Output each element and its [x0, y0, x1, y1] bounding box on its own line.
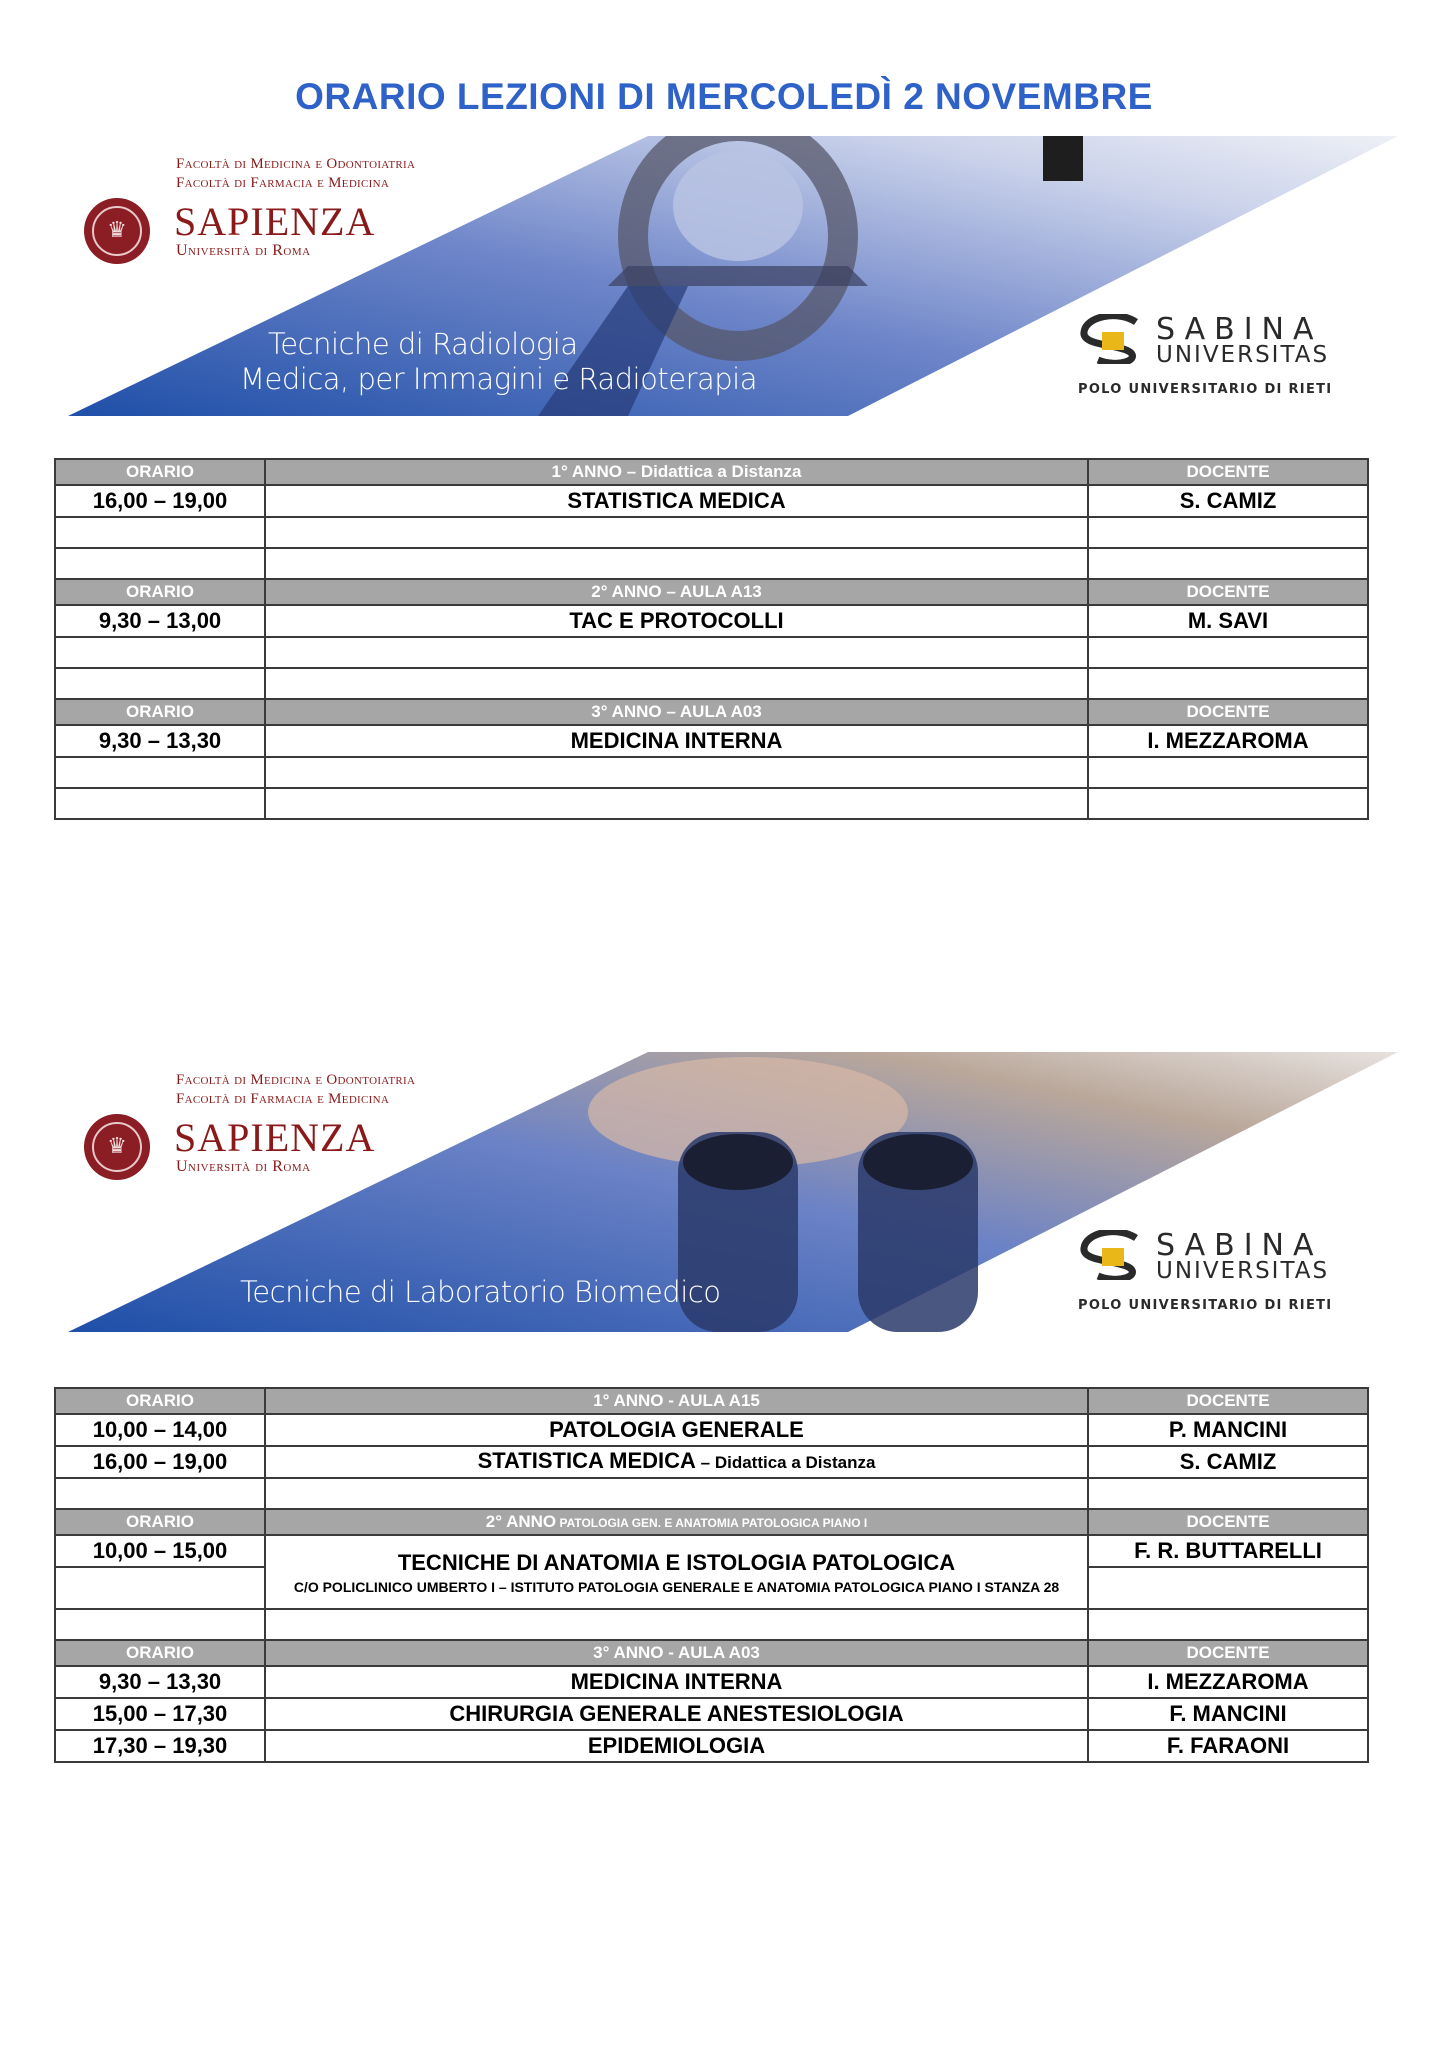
subject-cell: STATISTICA MEDICA: [265, 485, 1088, 517]
teacher-cell: F. FARAONI: [1088, 1730, 1368, 1762]
course-title-line-1: Tecniche di Radiologia: [268, 327, 578, 361]
table-row: [55, 485, 1368, 517]
table-row: [55, 1698, 1368, 1730]
sabina-book-icon: [1078, 314, 1144, 364]
universitas-word: UNIVERSITAS: [1156, 1258, 1330, 1284]
table-header-row: [55, 579, 1368, 605]
table-header-row: [55, 459, 1368, 485]
header-time: ORARIO: [55, 579, 265, 605]
teacher-cell: I. MEZZAROMA: [1088, 725, 1368, 757]
header-year: 1° ANNO - AULA A15: [265, 1388, 1088, 1414]
teacher-cell: I. MEZZAROMA: [1088, 1666, 1368, 1698]
subject-text: TECNICHE DI ANATOMIA E ISTOLOGIA PATOLOGICA: [397, 1550, 956, 1575]
empty-row: [55, 517, 1368, 548]
table-row: [55, 605, 1368, 637]
header-teacher: DOCENTE: [1088, 699, 1368, 725]
faculty-line-1: Facoltà di Medicina e Odontoiatria: [176, 156, 416, 172]
table-header-row: [55, 1388, 1368, 1414]
time-cell: 16,00 – 19,00: [55, 485, 265, 517]
header-year-location: PATOLOGIA GEN. E ANATOMIA PATOLOGICA PIANO I: [556, 1515, 868, 1530]
header-year-main: 2° ANNO: [485, 1511, 557, 1531]
location-note: C/O POLICLINICO UMBERTO I – ISTITUTO PATOLOGIA GENERALE E ANATOMIA PATOLOGICA PIANO I STANZA 28: [293, 1579, 1060, 1595]
sapienza-name: SAPIENZA: [174, 1115, 376, 1160]
header-time: ORARIO: [55, 459, 265, 485]
sabina-book-icon: [1078, 1230, 1144, 1280]
header-time: ORARIO: [55, 1640, 265, 1666]
teacher-cell: F. R. BUTTARELLI: [1088, 1535, 1368, 1567]
table-row: [55, 1666, 1368, 1698]
empty-row: [55, 548, 1368, 579]
faculty-line-2: Facoltà di Farmacia e Medicina: [176, 1091, 390, 1107]
header-time: ORARIO: [55, 1388, 265, 1414]
sapienza-name: SAPIENZA: [174, 199, 376, 244]
subject-cell: [265, 1535, 1088, 1609]
table-row: [55, 1535, 1368, 1567]
radiology-schedule-table: [54, 458, 1369, 820]
laboratory-banner: [68, 1052, 1398, 1332]
time-cell: 9,30 – 13,30: [55, 1666, 265, 1698]
sabina-word: SABINA: [1156, 1228, 1323, 1263]
subject-cell: MEDICINA INTERNA: [265, 1666, 1088, 1698]
sabina-word: SABINA: [1156, 312, 1323, 347]
universitas-word: UNIVERSITAS: [1156, 342, 1330, 368]
radiology-banner: [68, 136, 1398, 416]
page-title: ORARIO LEZIONI DI MERCOLEDÌ 2 NOVEMBRE: [295, 76, 1153, 117]
faculty-line-2: Facoltà di Farmacia e Medicina: [176, 175, 390, 191]
table-header-row: [55, 699, 1368, 725]
table-row: [55, 725, 1368, 757]
empty-row: [55, 788, 1368, 819]
faculty-line-1: Facoltà di Medicina e Odontoiatria: [176, 1072, 416, 1088]
teacher-cell: F. MANCINI: [1088, 1698, 1368, 1730]
time-cell: 10,00 – 15,00: [55, 1535, 265, 1567]
empty-row: [55, 757, 1368, 788]
sabina-logo: [1078, 1228, 1378, 1313]
polo-tagline: POLO UNIVERSITARIO DI RIETI: [1078, 382, 1333, 397]
sapienza-seal-icon: ♛: [84, 1114, 150, 1180]
header-year: 1° ANNO – Didattica a Distanza: [265, 459, 1088, 485]
subject-text: STATISTICA MEDICA: [477, 1448, 696, 1473]
header-year: 3° ANNO - AULA A03: [265, 1640, 1088, 1666]
table-row: [55, 1414, 1368, 1446]
sapienza-seal-icon: ♛: [84, 198, 150, 264]
header-year: 2° ANNO – AULA A13: [265, 579, 1088, 605]
header-teacher: DOCENTE: [1088, 1509, 1368, 1535]
header-year: [265, 1509, 1088, 1535]
table-header-row: [55, 1509, 1368, 1535]
table-row: [55, 1730, 1368, 1762]
time-cell: 10,00 – 14,00: [55, 1414, 265, 1446]
subject-cell: [265, 1446, 1088, 1478]
header-teacher: DOCENTE: [1088, 579, 1368, 605]
header-teacher: DOCENTE: [1088, 1640, 1368, 1666]
sabina-logo: [1078, 312, 1378, 397]
time-cell: 16,00 – 19,00: [55, 1446, 265, 1478]
sapienza-subtitle: Università di Roma: [176, 1158, 311, 1175]
empty-row: [55, 1609, 1368, 1640]
header-time: ORARIO: [55, 1509, 265, 1535]
time-cell: 9,30 – 13,00: [55, 605, 265, 637]
time-cell: 17,30 – 19,30: [55, 1730, 265, 1762]
subject-suffix: – Didattica a Distanza: [695, 1453, 876, 1472]
empty-row: [55, 637, 1368, 668]
sapienza-subtitle: Università di Roma: [176, 242, 311, 259]
teacher-cell: S. CAMIZ: [1088, 1446, 1368, 1478]
subject-cell: TAC E PROTOCOLLI: [265, 605, 1088, 637]
laboratory-schedule-table: [54, 1387, 1369, 1763]
header-year: 3° ANNO – AULA A03: [265, 699, 1088, 725]
table-row: [55, 1446, 1368, 1478]
time-cell: 15,00 – 17,30: [55, 1698, 265, 1730]
subject-cell: EPIDEMIOLOGIA: [265, 1730, 1088, 1762]
header-teacher: DOCENTE: [1088, 459, 1368, 485]
table-header-row: [55, 1640, 1368, 1666]
subject-cell: MEDICINA INTERNA: [265, 725, 1088, 757]
header-teacher: DOCENTE: [1088, 1388, 1368, 1414]
header-time: ORARIO: [55, 699, 265, 725]
teacher-cell: M. SAVI: [1088, 605, 1368, 637]
subject-cell: CHIRURGIA GENERALE ANESTESIOLOGIA: [265, 1698, 1088, 1730]
time-cell: 9,30 – 13,30: [55, 725, 265, 757]
course-title-line-2: Medica, per Immagini e Radioterapia: [240, 362, 758, 396]
subject-cell: PATOLOGIA GENERALE: [265, 1414, 1088, 1446]
polo-tagline: POLO UNIVERSITARIO DI RIETI: [1078, 1298, 1333, 1313]
empty-row: [55, 668, 1368, 699]
teacher-cell: S. CAMIZ: [1088, 485, 1368, 517]
course-title-line-1: Tecniche di Laboratorio Biomedico: [240, 1275, 721, 1309]
teacher-cell: P. MANCINI: [1088, 1414, 1368, 1446]
empty-row: [55, 1478, 1368, 1509]
